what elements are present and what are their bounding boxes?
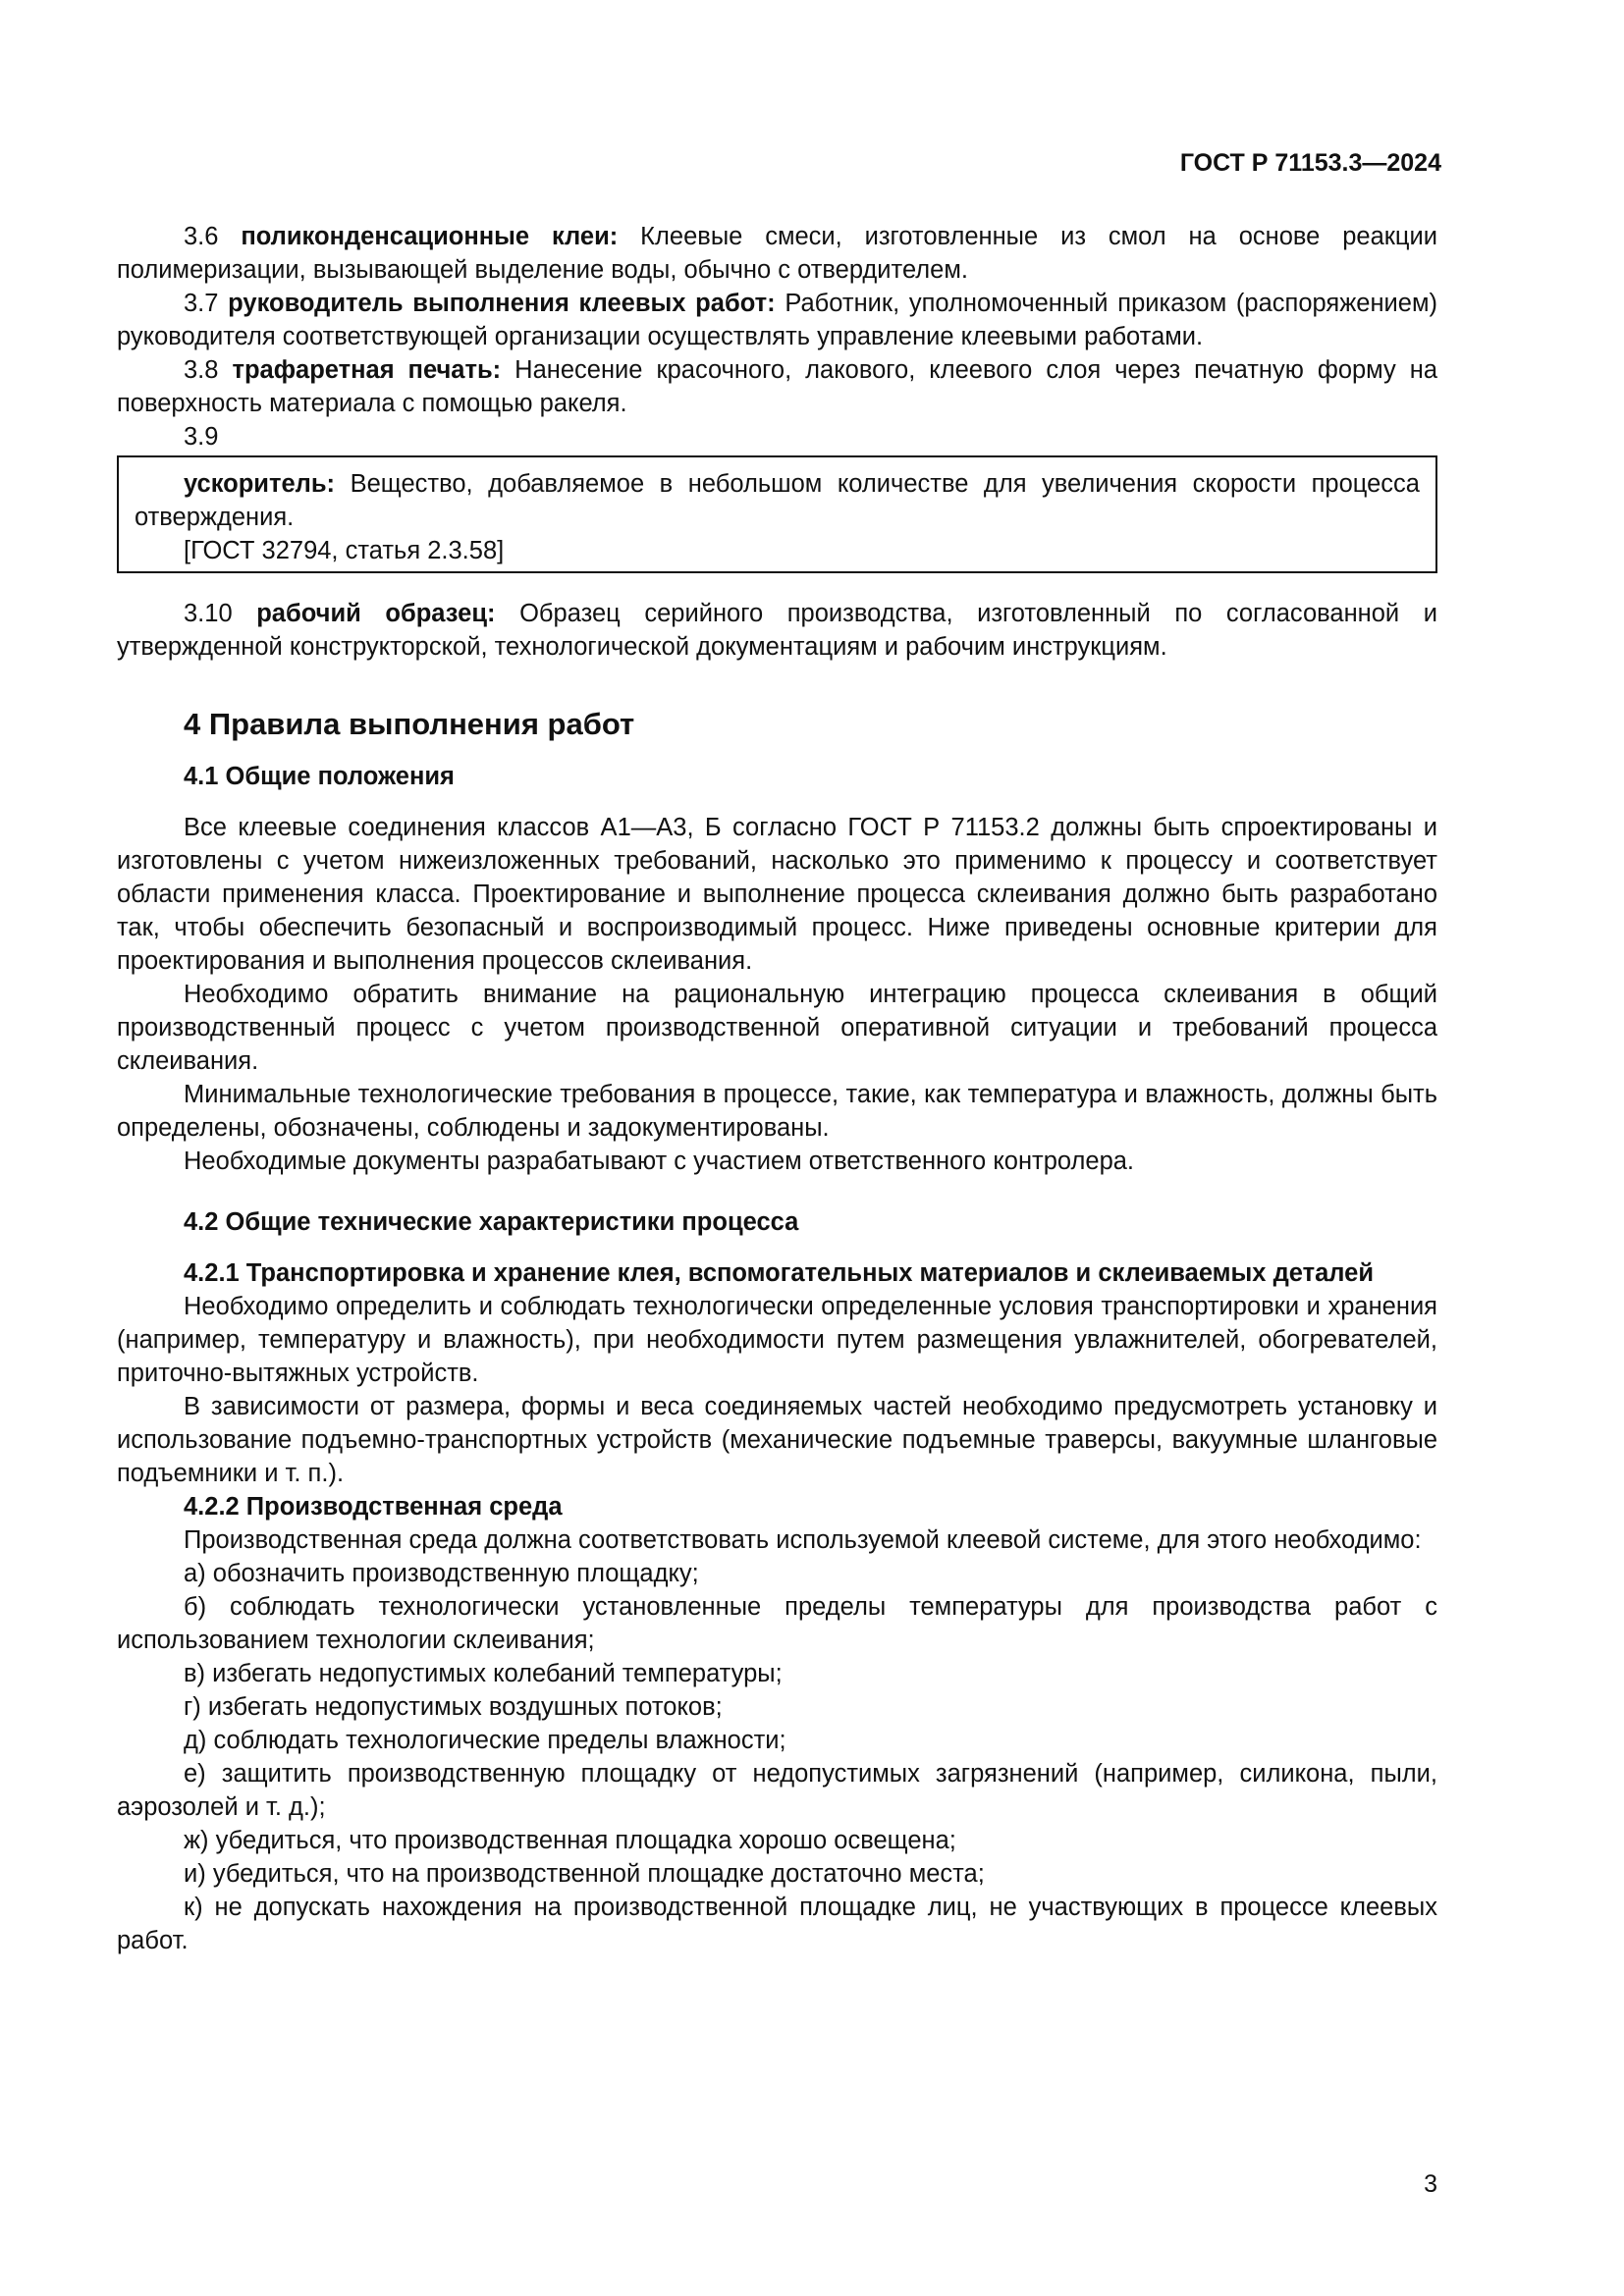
paragraph: Необходимо определить и соблюдать технологически определенные условия транспортировки и хранения (например, температуру и влажность), при необходимости путем размещения увлажнителей, обогревателей, приточно-вытяжных устройств. [117, 1293, 1437, 1387]
term-3-8 [117, 353, 1437, 420]
list-item: б) соблюдать технологически установленные пределы температуры для производства работ с использованием технологии склеивания; [117, 1593, 1437, 1654]
term-3-9-source: [ГОСТ 32794, статья 2.3.58] [184, 537, 505, 564]
term-3-9-box [117, 455, 1437, 573]
term-3-6 [117, 220, 1437, 287]
term-number: 3.10 [184, 600, 233, 627]
list-item: ж) убедиться, что производственная площадка хорошо освещена; [184, 1827, 956, 1854]
term-definition: Вещество, добавляемое в небольшом количестве для увеличения скорости процесса отверждения. [135, 470, 1420, 531]
section-4-title: 4 Правила выполнения работ [184, 707, 635, 741]
section-4-1-title: 4.1 Общие положения [184, 763, 455, 790]
term-number: 3.6 [184, 223, 219, 250]
term-number: 3.8 [184, 356, 219, 384]
term-3-10 [117, 597, 1437, 664]
term-definition: Клеевые смеси, изготовленные из смол на основе реакции полимеризации, вызывающей выделение воды, обычно с отвердителем. [117, 223, 1438, 284]
section-4-2-1-title: 4.2.1 Транспортировка и хранение клея, вспомогательных материалов и склеиваемых деталей [184, 1259, 1374, 1287]
term-3-9-number: 3.9 [184, 423, 219, 451]
paragraph: Необходимо обратить внимание на рациональную интеграцию процесса склеивания в общий производственный процесс с учетом производственной оперативной ситуации и требований процесса склеивания. [117, 981, 1437, 1075]
term-definition: Нанесение красочного, лакового, клеевого слоя через печатную форму на поверхность материала с помощью ракеля. [117, 356, 1438, 417]
term-name: ускоритель: [184, 470, 336, 498]
term-name: рабочий образец: [256, 600, 496, 627]
list-item: к) не допускать нахождения на производственной площадке лиц, не участвующих в процессе клеевых работ. [117, 1894, 1437, 1954]
list-item: и) убедиться, что на производственной площадке достаточно места; [184, 1860, 985, 1888]
term-definition: Работник, уполномоченный приказом (распоряжением) руководителя соответствующей организации осуществлять управление клеевыми работами. [117, 290, 1437, 350]
paragraph: Производственная среда должна соответствовать используемой клеевой системе, для этого необходимо: [184, 1526, 1422, 1554]
document-code: ГОСТ Р 71153.3—2024 [1179, 149, 1441, 177]
list-item: д) соблюдать технологические пределы влажности; [184, 1727, 786, 1754]
paragraph: Все клеевые соединения классов А1—А3, Б согласно ГОСТ Р 71153.2 должны быть спроектированы и изготовлены с учетом нижеизложенных требований, насколько это применимо к процессу и соответствует области применения класса. Проектирование и выполнение процесса склеивания должно быть разработано так, чтобы обеспечить безопасный и воспроизводимый процесс. Ниже приведены основные критерии для проектирования и выполнения процессов склеивания. [117, 814, 1437, 975]
term-name: руководитель выполнения клеевых работ: [228, 290, 776, 317]
page-content [117, 220, 1437, 1957]
term-definition: Образец серийного производства, изготовленный по согласованной и утвержденной конструкторской, технологической документациям и рабочим инструкциям. [117, 600, 1437, 661]
term-3-7 [117, 287, 1437, 353]
paragraph: Минимальные технологические требования в процессе, такие, как температура и влажность, должны быть определены, обозначены, соблюдены и задокументированы. [117, 1081, 1437, 1142]
term-number: 3.7 [184, 290, 219, 317]
term-name: поликонденсационные клеи: [241, 223, 619, 250]
list-item: е) защитить производственную площадку от недопустимых загрязнений (например, силикона, пыли, аэрозолей и т. д.); [117, 1760, 1437, 1821]
term-name: трафаретная печать: [232, 356, 502, 384]
list-item: в) избегать недопустимых колебаний температуры; [184, 1660, 783, 1687]
paragraph: В зависимости от размера, формы и веса соединяемых частей необходимо предусмотреть установку и использование подъемно-транспортных устройств (механические подъемные траверсы, вакуумные шланговые подъемники и т. п.). [117, 1393, 1437, 1487]
list-item: г) избегать недопустимых воздушных потоков; [184, 1693, 723, 1721]
page-number: 3 [1424, 2170, 1437, 2198]
paragraph: Необходимые документы разрабатывают с участием ответственного контролера. [184, 1148, 1135, 1175]
list-item: а) обозначить производственную площадку; [184, 1560, 699, 1587]
term-3-9 [135, 467, 1420, 534]
section-4-2-title: 4.2 Общие технические характеристики процесса [184, 1208, 799, 1236]
section-4-2-2-title: 4.2.2 Производственная среда [184, 1493, 563, 1521]
